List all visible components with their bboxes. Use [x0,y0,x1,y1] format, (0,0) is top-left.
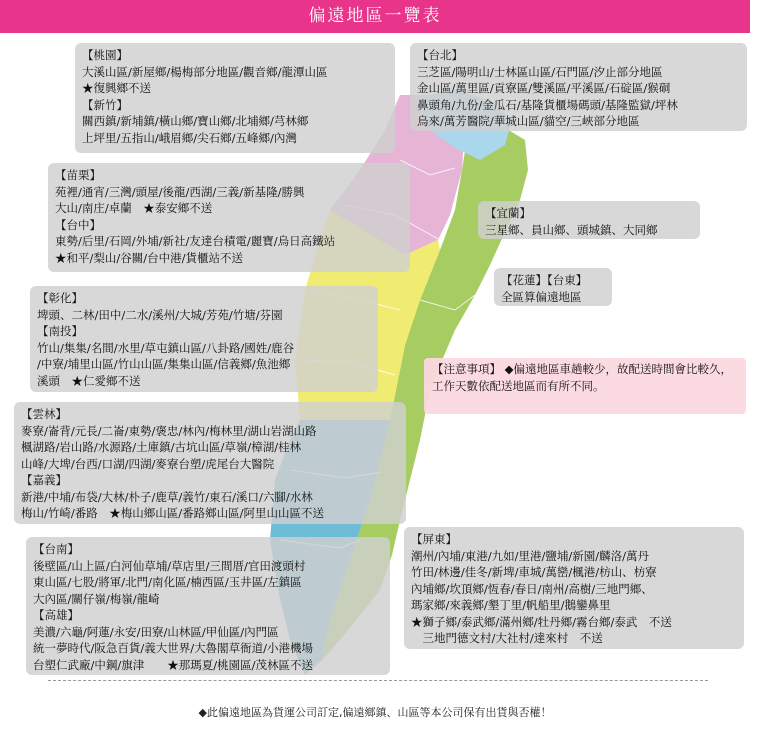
region-box-taipei [410,43,747,131]
page-title: 偏遠地區一覽表 [0,0,750,33]
region-header: 【高雄】 [33,608,79,622]
region-header: 【新竹】 [82,97,128,112]
region-header: 【嘉義】 [21,473,67,487]
region-box-changhua-nantou [30,286,378,392]
region-line: 竹山/集集/名間/水里/草屯鎮山區/八卦路/國姓/鹿谷 [37,340,295,355]
region-line: ★獅子鄉/泰武鄉/滿州鄉/牡丹鄉/霧台鄉/泰武 不送 [411,614,672,629]
region-line: 大內區/關仔嶺/梅嶺/龍崎 [33,591,160,606]
region-line: 鼻頭角/九份/金瓜石/基隆貨櫃場碼頭/基隆監獄/坪林 [417,97,678,112]
region-line: 新港/中埔/布袋/大林/朴子/鹿草/義竹/東石/溪口/六腳/水林 [21,489,313,504]
region-line: 東勢/后里/石岡/外埔/新社/友達台積電/麗寶/烏日高鐵站 [55,234,336,248]
region-header: 【南投】 [37,324,83,338]
region-line: 埤頭、二林/田中/二水/溪州/大城/芳苑/竹塘/芬園 [37,307,283,322]
region-line: 楓湖路/岩山路/水源路/土庫鎮/古坑山區/草嶺/樟湖/桂林 [21,440,302,454]
region-header: 【雲林】 [21,407,67,421]
region-header: 【苗栗】 [55,168,101,182]
region-line: ★和平/梨山/谷關/台中港/貨櫃站不送 [55,250,243,265]
region-line: 台塑仁武廠/中鋼/旗津 ★那瑪夏/桃園區/茂林區不送 [33,657,313,672]
region-line: 美濃/六龜/阿蓮/永安/田寮/山林區/甲仙區/內門區 [33,624,279,639]
region-line: 統一夢時代/阪急百貨/義大世界/大魯閣草衙道/小港機場 [33,641,313,655]
region-header: 【桃園】 [82,48,128,62]
region-line: 三星鄉、員山鄉、頭城鎮、大同鄉 [485,222,658,237]
region-header: 【台中】 [55,217,101,232]
region-line: 梅山/竹崎/番路 ★梅山鄉山區/番路鄉山區/阿里山山區不送 [21,506,324,520]
region-header: 【屏東】 [411,532,457,546]
region-box-pingtung [404,527,744,649]
region-box-yilan [478,201,700,239]
region-line: ★復興鄉不送 [82,81,151,95]
region-line: /中寮/埔里山區/竹山山區/集集山區/信義鄉/魚池鄉 [37,357,291,371]
notice-header: 【注意事項】 [432,362,501,376]
region-line: 大溪山區/新屋鄉/楊梅部分地區/觀音鄉/龍潭山區 [82,64,328,79]
region-box-hualien-taitung [494,268,612,306]
region-header: 【台南】 [33,542,79,556]
region-line: 潮州/內埔/東港/九如/里港/鹽埔/新園/麟洛/萬丹 [411,548,649,563]
region-line: 三地門德文村/大社村/達來村 不送 [411,631,603,645]
divider [48,680,708,681]
region-header: 【宜蘭】 [485,206,531,220]
region-box-tainan-kaohsiung [26,537,390,675]
region-line: 後壁區/山上區/白河仙草埔/草店里/三間厝/官田渡頭村 [33,558,306,573]
region-header: 【花蓮】【台東】 [501,273,588,287]
region-line: 竹田/林邊/佳冬/新埤/車城/萬巒/楓港/枋山、枋寮 [411,565,657,579]
region-box-taoyuan-hsinchu [75,43,395,153]
region-line: 大山/南庄/卓蘭 ★泰安鄉不送 [55,201,213,215]
region-line: 山峰/大埤/台西/口湖/四湖/麥寮台塑/虎尾台大醫院 [21,456,275,471]
notice-line: ◆偏遠地區車趟較少，故配送時間會比較久， [504,362,732,376]
region-line: 全區算偏遠地區 [501,289,582,304]
region-line: 關西鎮/新埔鎮/橫山鄉/寶山鄉/北埔鄉/芎林鄉 [82,114,309,128]
region-box-yunlin-chiayi [14,402,406,524]
region-line: 東山區/七股/將軍/北門/南化區/楠西區/玉井區/左鎮區 [33,575,302,589]
region-line: 麥寮/崙背/元長/二崙/東勢/褒忠/林內/梅林里/湖山岩湖山路 [21,423,317,438]
region-header: 【台北】 [417,48,463,62]
region-line: 內埔鄉/坎頂鄉/恆春/春日/南州/高樹/三地門鄉、 [411,581,653,596]
region-line: 金山區/萬里區/貢寮區/雙溪區/平溪區/石碇區/猴硐 [417,81,671,95]
region-line: 溪頭 ★仁愛鄉不送 [37,373,141,388]
footer-note: ◆此偏遠地區為貨運公司訂定,偏遠鄉鎮、山區等本公司保有出貨與否權！ [198,706,552,719]
region-line: 上坪里/五指山/峨眉鄉/尖石鄉/五峰鄉/內灣 [82,130,297,145]
region-line: 三芝區/陽明山/士林區山區/石門區/汐止部分地區 [417,64,663,79]
region-box-miaoli-taichung [48,163,410,272]
notice-line: 工作天數依配送地區而有所不同。 [432,362,759,393]
region-header: 【彰化】 [37,291,83,305]
region-line: 烏來/萬芳醫院/華城山區/貓空/三峽部分地區 [417,114,640,128]
notice-box [424,358,759,414]
region-line: 苑裡/通宵/三灣/頭屋/後龍/西湖/三義/新基隆/勝興 [55,184,305,199]
region-line: 瑪家鄉/來義鄉/墾丁里/帆船里/鵝鑾鼻里 [411,598,611,612]
